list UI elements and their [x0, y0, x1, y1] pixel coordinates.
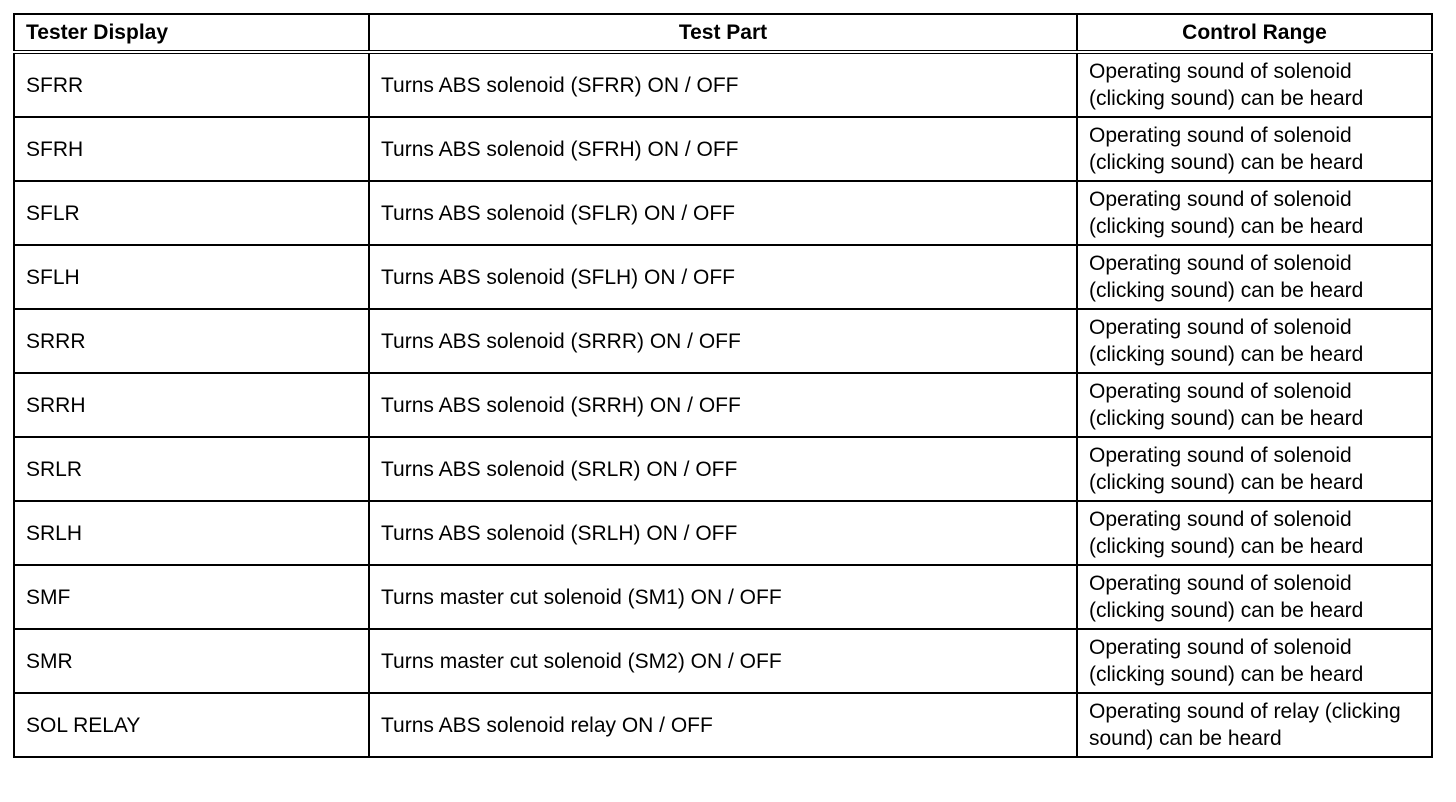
- test-part-cell: Turns ABS solenoid (SRLH) ON / OFF: [369, 501, 1077, 565]
- table-row: [14, 693, 1432, 757]
- control-range-cell: Operating sound of solenoid (clicking sound) can be heard: [1077, 373, 1432, 437]
- table-row: [14, 501, 1432, 565]
- test-part-cell: Turns master cut solenoid (SM2) ON / OFF: [369, 629, 1077, 693]
- tester-display-cell: SFLR: [14, 181, 369, 245]
- tester-display-cell: SMR: [14, 629, 369, 693]
- tester-display-cell: SFLH: [14, 245, 369, 309]
- control-range-cell: Operating sound of solenoid (clicking sound) can be heard: [1077, 501, 1432, 565]
- table-row: [14, 117, 1432, 181]
- header-control-range: Control Range: [1077, 14, 1432, 52]
- table-row: [14, 52, 1432, 117]
- tester-display-cell: SRLR: [14, 437, 369, 501]
- table-row: [14, 565, 1432, 629]
- table-row: [14, 629, 1432, 693]
- table-row: [14, 437, 1432, 501]
- table-row: [14, 181, 1432, 245]
- test-part-cell: Turns ABS solenoid (SFLR) ON / OFF: [369, 181, 1077, 245]
- header-test-part: Test Part: [369, 14, 1077, 52]
- active-test-table: [13, 13, 1433, 758]
- tester-display-cell: SRRR: [14, 309, 369, 373]
- control-range-cell: Operating sound of solenoid (clicking sound) can be heard: [1077, 245, 1432, 309]
- table-body: [14, 52, 1432, 757]
- header-tester-display: Tester Display: [14, 14, 369, 52]
- tester-display-cell: SRLH: [14, 501, 369, 565]
- tester-display-cell: SMF: [14, 565, 369, 629]
- test-part-cell: Turns ABS solenoid (SFRH) ON / OFF: [369, 117, 1077, 181]
- tester-display-cell: SOL RELAY: [14, 693, 369, 757]
- tester-display-cell: SFRR: [14, 52, 369, 117]
- control-range-cell: Operating sound of solenoid (clicking sound) can be heard: [1077, 309, 1432, 373]
- control-range-cell: Operating sound of solenoid (clicking sound) can be heard: [1077, 52, 1432, 117]
- table-row: [14, 245, 1432, 309]
- test-part-cell: Turns ABS solenoid (SRLR) ON / OFF: [369, 437, 1077, 501]
- control-range-cell: Operating sound of solenoid (clicking sound) can be heard: [1077, 437, 1432, 501]
- test-part-cell: Turns master cut solenoid (SM1) ON / OFF: [369, 565, 1077, 629]
- tester-display-cell: SFRH: [14, 117, 369, 181]
- test-part-cell: Turns ABS solenoid (SRRR) ON / OFF: [369, 309, 1077, 373]
- control-range-cell: Operating sound of relay (clicking sound) can be heard: [1077, 693, 1432, 757]
- control-range-cell: Operating sound of solenoid (clicking sound) can be heard: [1077, 565, 1432, 629]
- control-range-cell: Operating sound of solenoid (clicking sound) can be heard: [1077, 181, 1432, 245]
- tester-display-cell: SRRH: [14, 373, 369, 437]
- control-range-cell: Operating sound of solenoid (clicking sound) can be heard: [1077, 117, 1432, 181]
- control-range-cell: Operating sound of solenoid (clicking sound) can be heard: [1077, 629, 1432, 693]
- header-row: [14, 14, 1432, 52]
- test-part-cell: Turns ABS solenoid (SRRH) ON / OFF: [369, 373, 1077, 437]
- table-row: [14, 373, 1432, 437]
- table-row: [14, 309, 1432, 373]
- table-header: [14, 14, 1432, 52]
- test-part-cell: Turns ABS solenoid (SFRR) ON / OFF: [369, 52, 1077, 117]
- test-part-cell: Turns ABS solenoid relay ON / OFF: [369, 693, 1077, 757]
- test-part-cell: Turns ABS solenoid (SFLH) ON / OFF: [369, 245, 1077, 309]
